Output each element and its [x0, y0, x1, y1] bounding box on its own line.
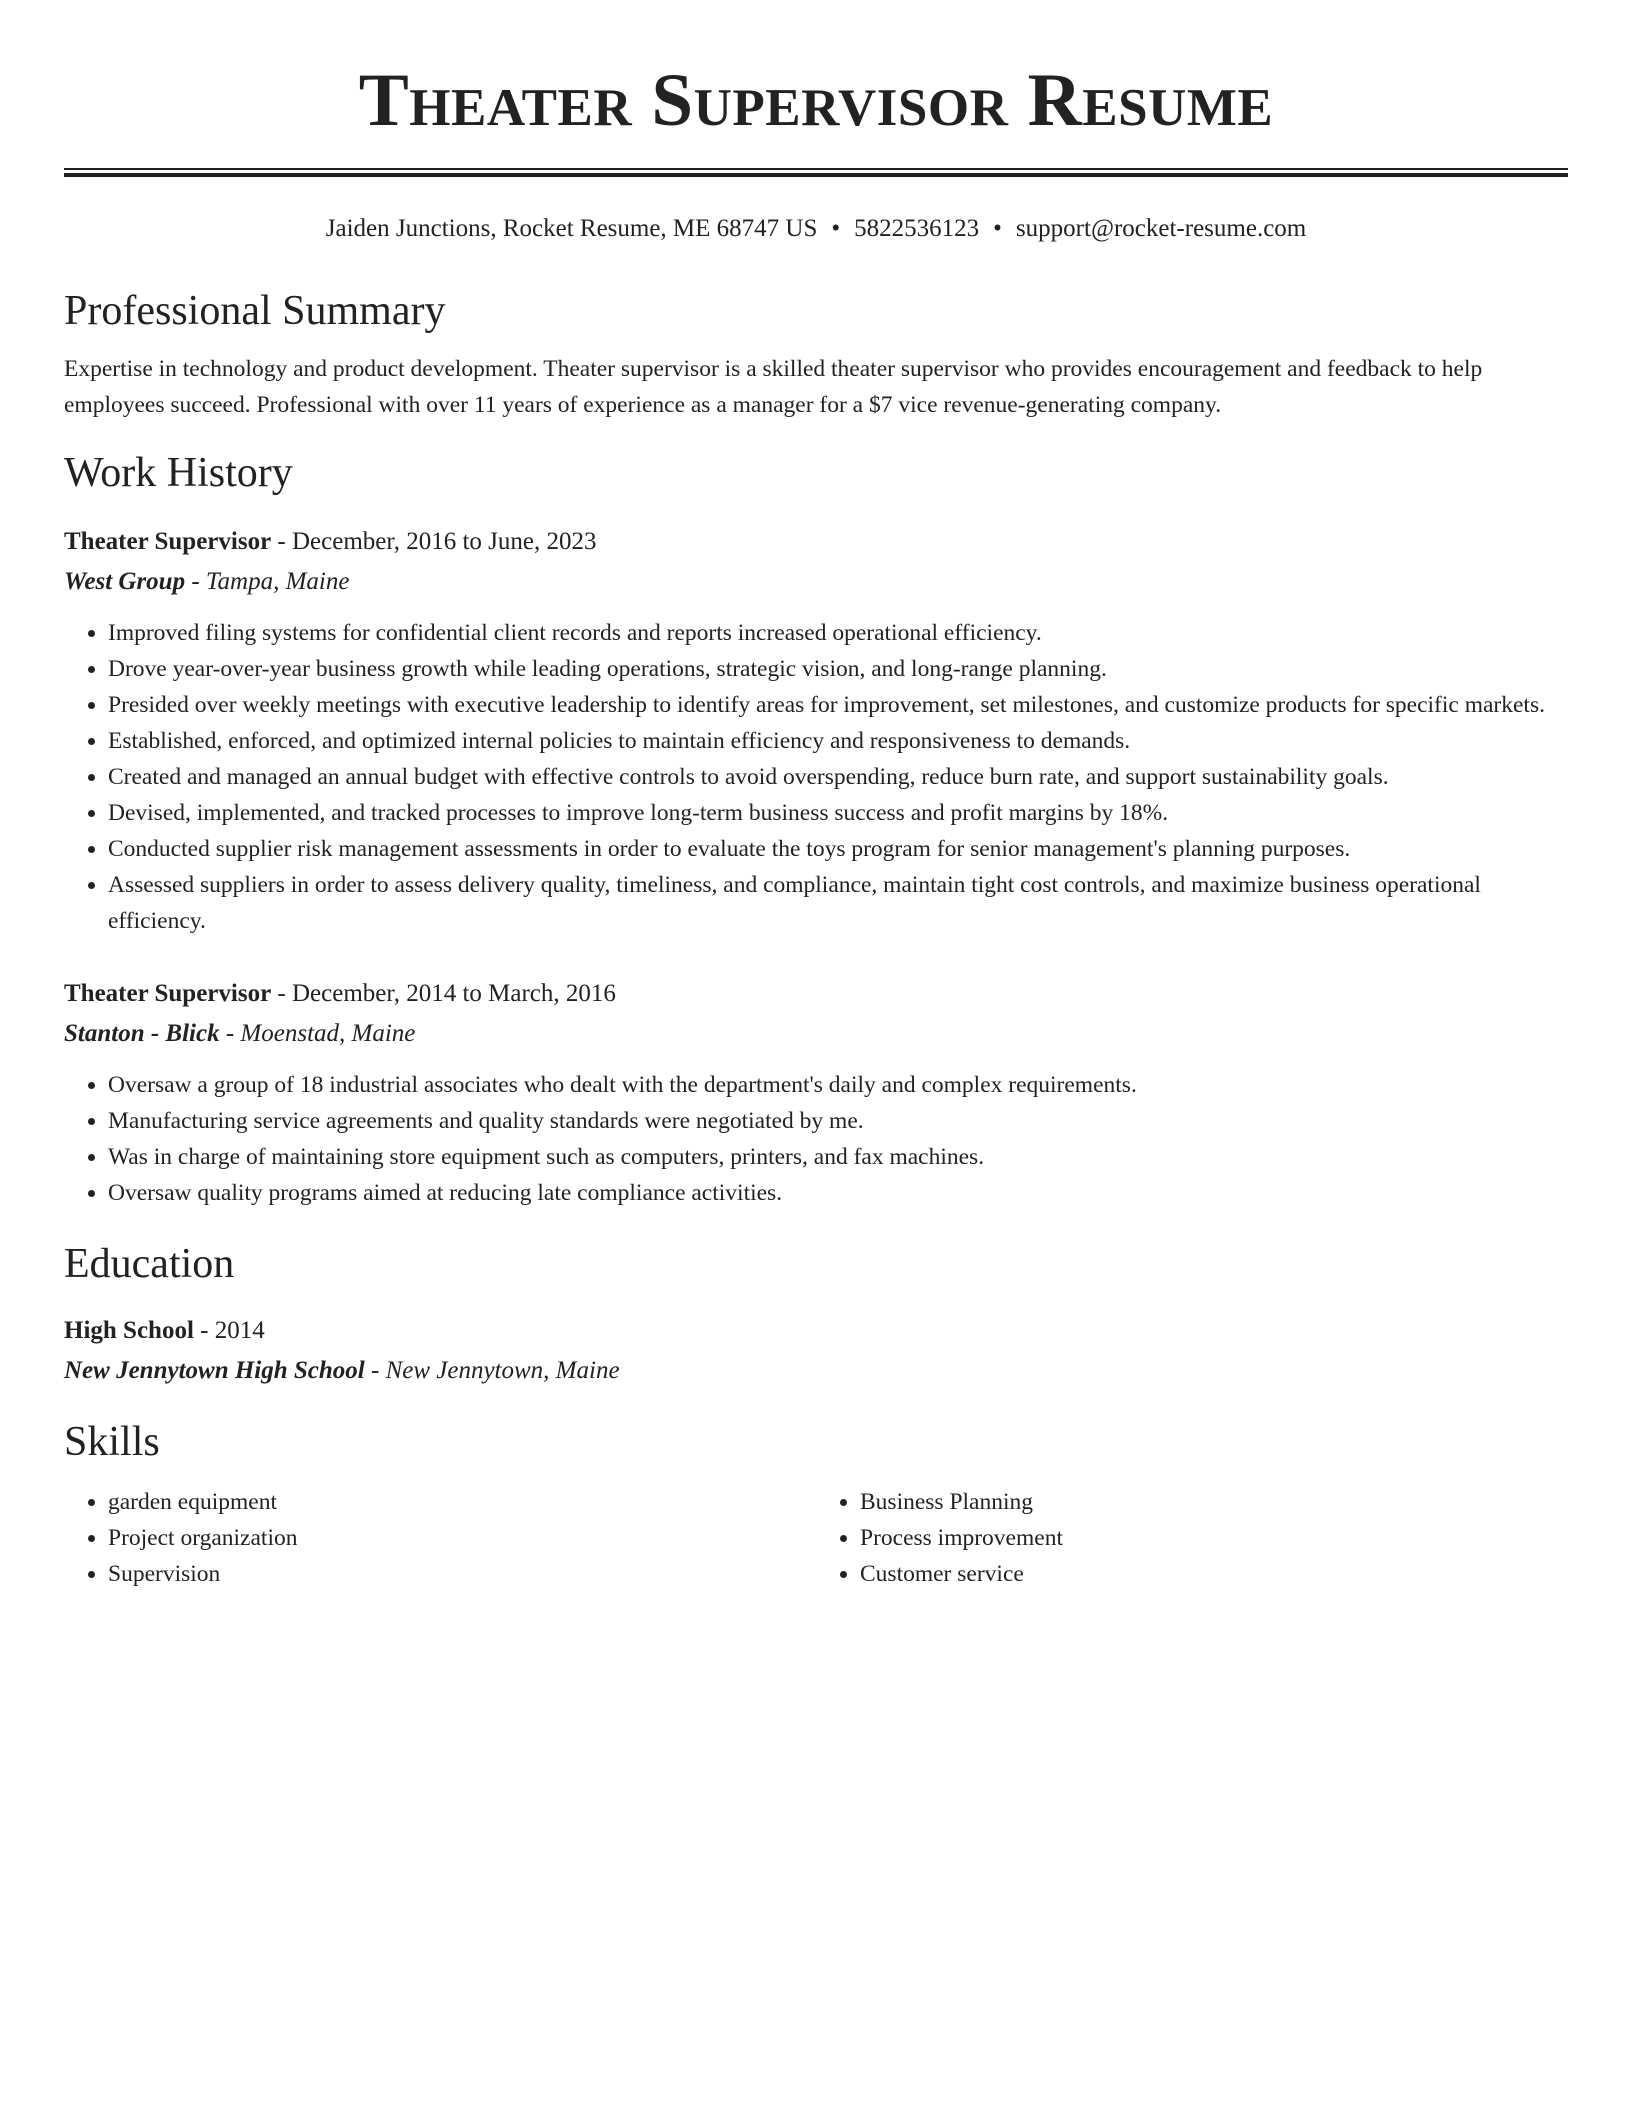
job-location: - Tampa, Maine: [185, 567, 350, 595]
skills-column-right: [816, 1484, 1568, 1592]
job-bullet: • Created and managed an annual budget with effective controls to avoid overspending, reduce burn rate, and support sustainability goals.: [108, 759, 1568, 795]
job-bullet: • Was in charge of maintaining store equipment such as computers, printers, and fax machines.: [108, 1139, 1568, 1175]
resume-title: Theater Supervisor Resume: [358, 59, 1274, 142]
contact-phone: 5822536123: [854, 215, 980, 242]
summary-text: Expertise in technology and product development. Theater supervisor is a skilled theater supervisor who provides encouragement and feedback to help employees succeed. Professional with over 11 years of experience as a manager for a $7 vice revenue-generating company.: [64, 356, 1483, 419]
contact-address: Jaiden Junctions, Rocket Resume, ME 68747 US: [325, 215, 818, 242]
job-bullet: • Oversaw quality programs aimed at reducing late compliance activities.: [108, 1175, 1568, 1211]
job-dates: - December, 2016 to June, 2023: [271, 527, 597, 555]
contact-separator: •: [831, 215, 841, 242]
title-divider: [64, 168, 1568, 177]
job-bullet: • Devised, implemented, and tracked processes to improve long-term business success and profit margins by 18%.: [108, 795, 1568, 831]
contact-email: support@rocket-resume.com: [1015, 215, 1307, 242]
education-degree: High School: [64, 1317, 194, 1345]
education-location: - New Jennytown, Maine: [364, 1357, 620, 1385]
education-school-line: [64, 1351, 1568, 1391]
contact-line: [64, 214, 1568, 244]
summary-heading: Professional Summary: [64, 288, 446, 334]
skills-heading: Skills: [64, 1419, 160, 1466]
education-entry: [64, 1311, 1568, 1391]
skills-column-left: [64, 1484, 816, 1592]
job-bullets: [64, 1067, 1568, 1211]
resume-page: [64, 0, 1568, 1592]
contact-separator: •: [993, 215, 1002, 242]
job-bullet: • Improved filing systems for confidential client records and reports increased operational efficiency.: [108, 615, 1568, 651]
job-title: Theater Supervisor: [64, 527, 272, 555]
education-heading: Education: [64, 1240, 235, 1287]
job-bullets: [64, 615, 1568, 939]
job-bullet: • Assessed suppliers in order to assess delivery quality, timeliness, and compliance, maintain tight cost controls, and maximize business operational efficiency.: [108, 867, 1568, 939]
education-school: New Jennytown High School: [64, 1357, 365, 1385]
education-year: - 2014: [193, 1317, 265, 1345]
job-company: West Group: [64, 567, 186, 595]
education-degree-line: [64, 1311, 1568, 1351]
skill-item: • Customer service: [860, 1556, 1568, 1592]
job-bullet: • Manufacturing service agreements and quality standards were negotiated by me.: [108, 1103, 1568, 1139]
job-title-line: [64, 974, 1568, 1014]
job-entry: [64, 974, 1568, 1211]
job-company-line: [64, 562, 1568, 602]
job-company-line: [64, 1014, 1568, 1054]
job-bullet: • Oversaw a group of 18 industrial associates who dealt with the department's daily and complex requirements.: [108, 1067, 1568, 1103]
job-dates: - December, 2014 to March, 2016: [271, 979, 616, 1007]
work-history-heading: Work History: [64, 450, 293, 497]
job-entry: [64, 522, 1568, 939]
skill-item: • Business Planning: [860, 1484, 1568, 1520]
job-bullet: • Conducted supplier risk management assessments in order to evaluate the toys program for senior management's planning purposes.: [108, 831, 1568, 867]
skill-item: • Project organization: [108, 1520, 816, 1556]
skill-item: • Supervision: [108, 1556, 816, 1592]
skill-item: • garden equipment: [108, 1484, 816, 1520]
job-title: Theater Supervisor: [64, 979, 272, 1007]
job-bullet: • Established, enforced, and optimized internal policies to maintain efficiency and responsiveness to demands.: [108, 723, 1568, 759]
skill-item: • Process improvement: [860, 1520, 1568, 1556]
skills-list: [64, 1484, 1568, 1592]
job-company: Stanton - Blick: [64, 1019, 220, 1047]
job-bullet: • Presided over weekly meetings with executive leadership to identify areas for improvement, set milestones, and customize products for specific markets.: [108, 687, 1568, 723]
job-location: - Moenstad, Maine: [219, 1019, 416, 1047]
job-title-line: [64, 522, 1568, 562]
job-bullet: • Drove year-over-year business growth while leading operations, strategic vision, and long-range planning.: [108, 651, 1568, 687]
